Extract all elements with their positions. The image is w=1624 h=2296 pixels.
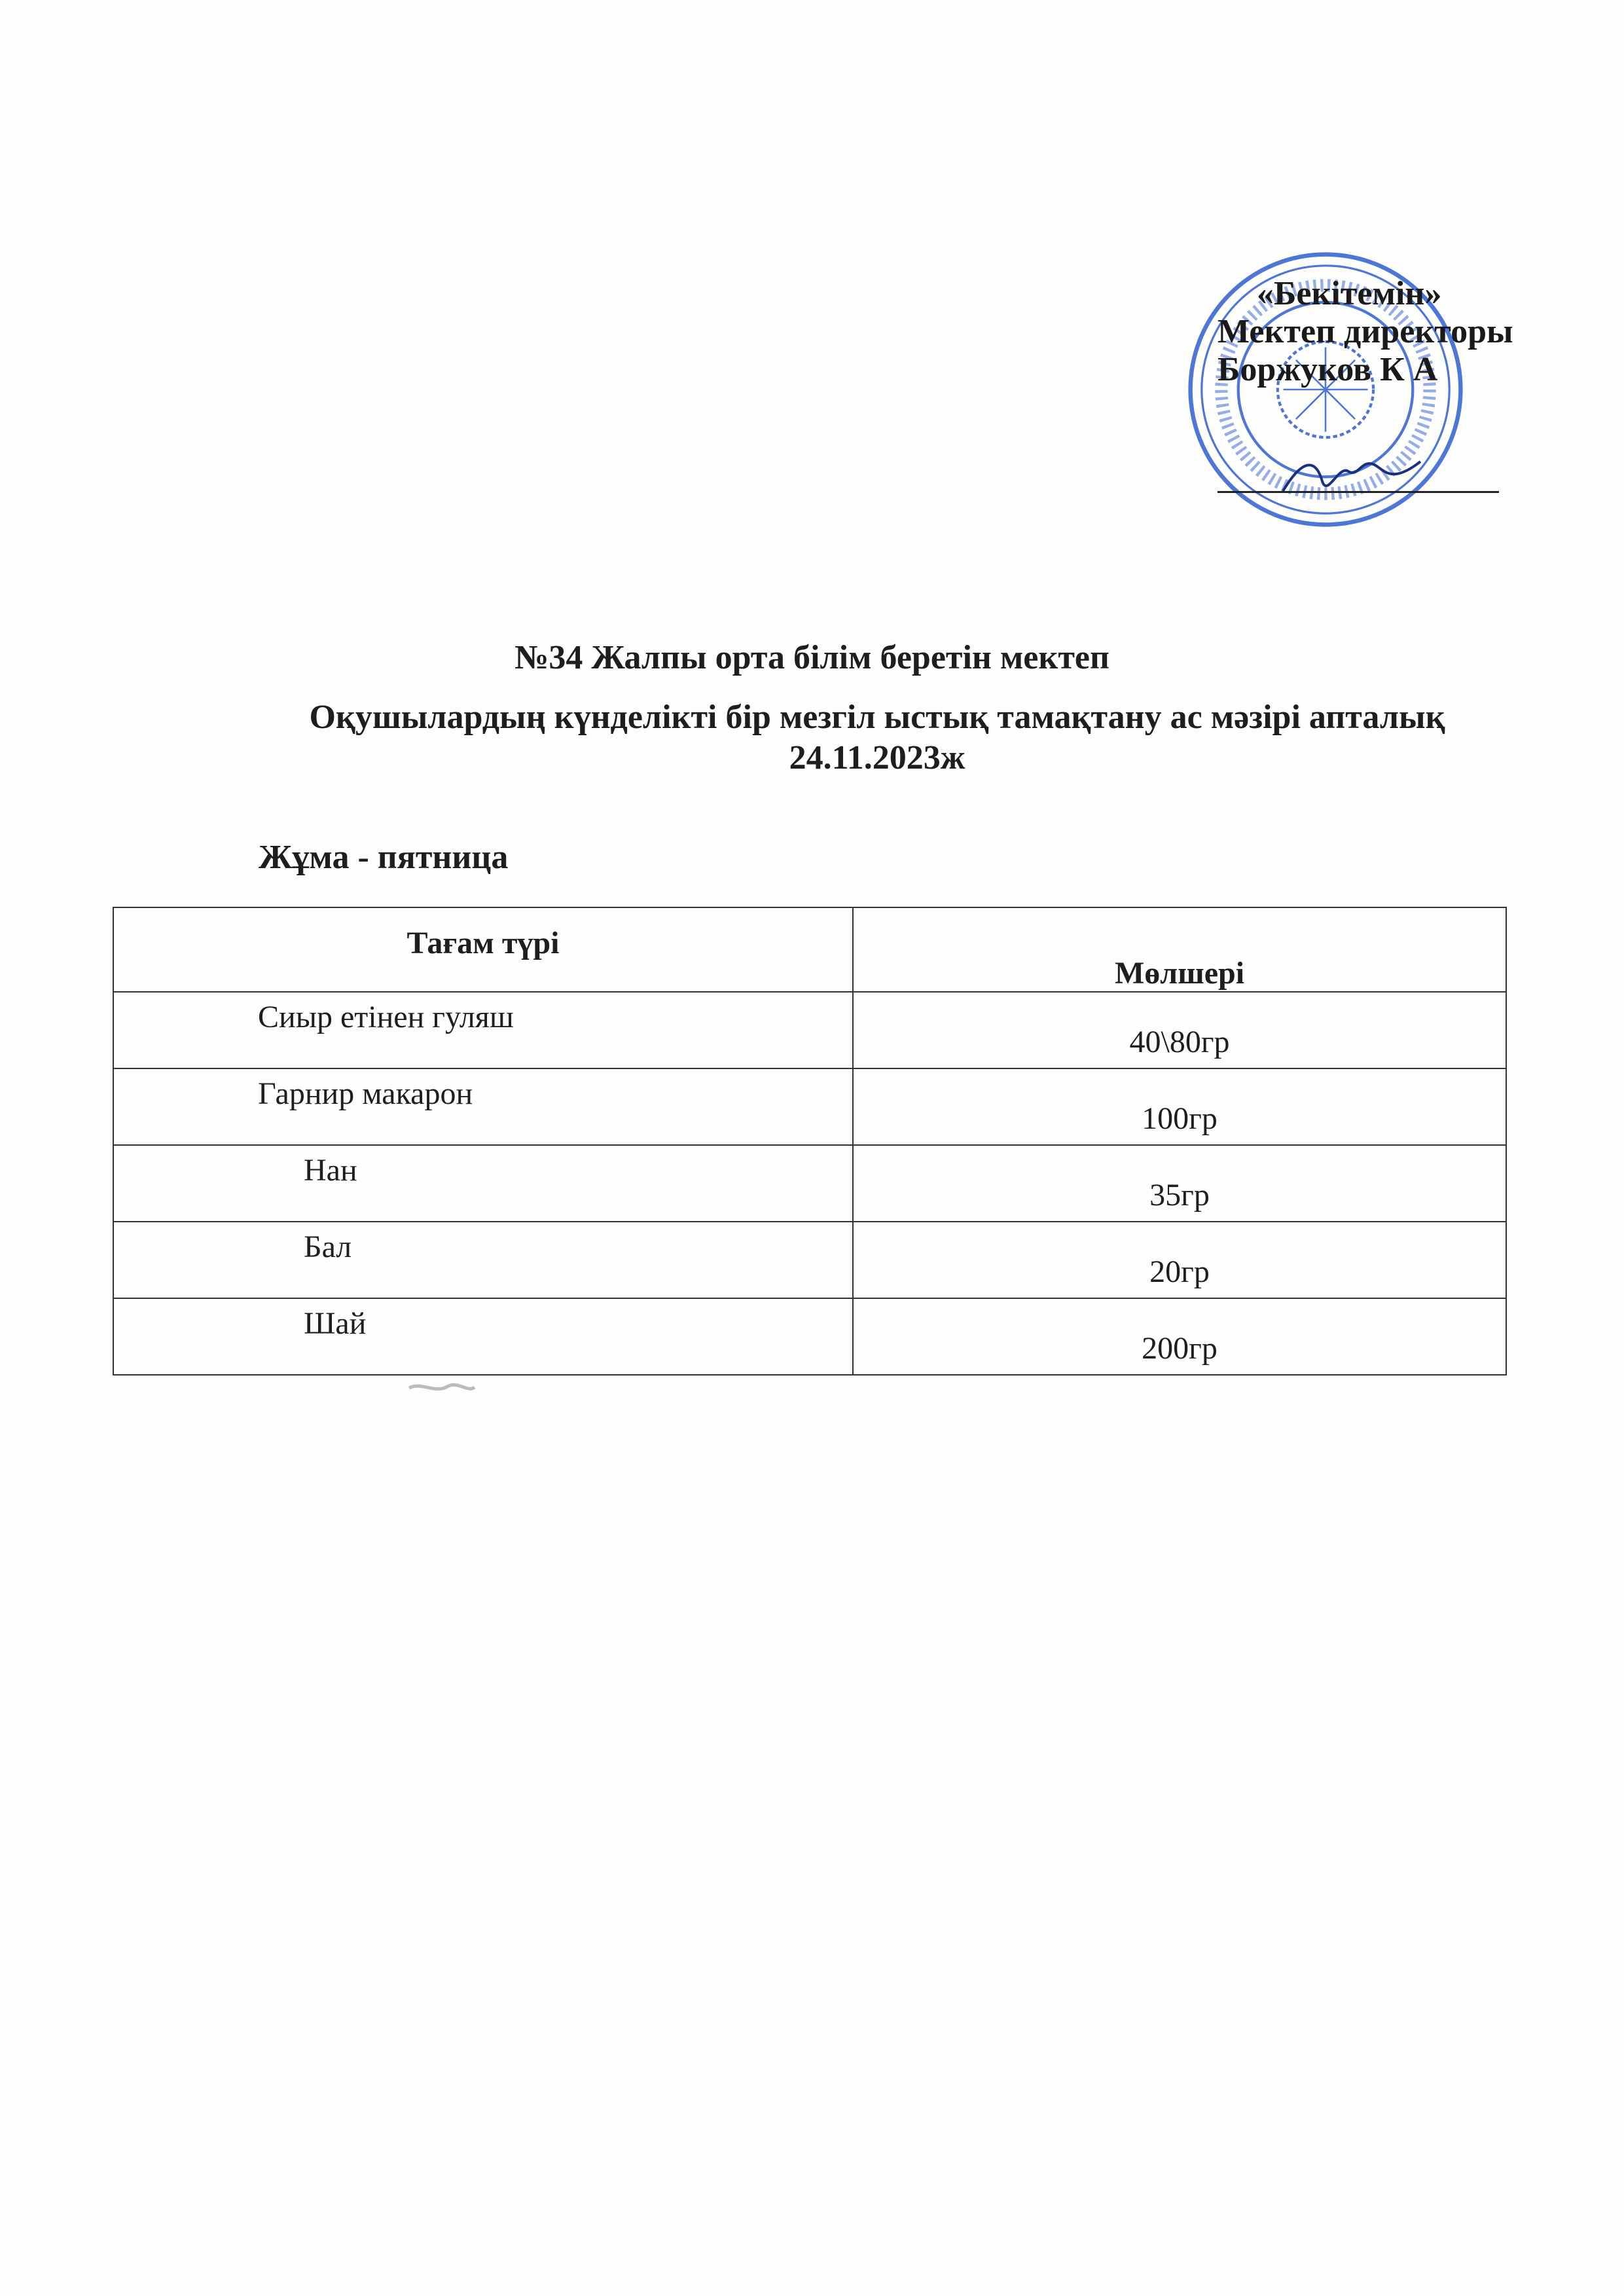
school-title: №34 Жалпы орта білім беретін мектеп [514,639,1110,676]
day-label: Жұма - пятница [259,839,509,876]
amount-cell: 35гр [853,1145,1506,1222]
director-title: Мектеп директоры [1218,313,1513,350]
amount-cell: 200гр [853,1298,1506,1375]
amount-cell: 100гр [853,1068,1506,1145]
dish-cell: Нан [113,1145,853,1222]
table-row [113,1222,1506,1298]
table-row [113,1298,1506,1375]
amount-cell: 20гр [853,1222,1506,1298]
menu-title [216,697,1538,778]
dish-cell: Сиыр етінен гуляш [113,992,853,1068]
amount-cell: 40\80гр [853,992,1506,1068]
approval-heading: «Бекітемін» [1257,275,1442,312]
approval-block [1172,249,1578,550]
header-amount: Мөлшері [853,907,1506,992]
signature-line [1218,491,1499,493]
scan-smudge-icon [406,1378,478,1398]
menu-title-text: Оқушылардың күнделікті бір мезгіл ыстық тамақтану ас мәзірі апталық [309,699,1445,736]
dish-cell: Гарнир макарон [113,1068,853,1145]
signature-icon [1276,445,1427,504]
table-row [113,1068,1506,1145]
approval-text [1218,275,1513,389]
dish-cell: Шай [113,1298,853,1375]
header-dish-type: Тағам түрі [113,907,853,992]
table-row [113,992,1506,1068]
table-header-row [113,907,1506,992]
dish-cell: Бал [113,1222,853,1298]
menu-date: 24.11.2023ж [789,739,965,776]
menu-table [113,907,1507,1376]
table-row [113,1145,1506,1222]
director-name: Боржуков К А [1218,351,1438,388]
